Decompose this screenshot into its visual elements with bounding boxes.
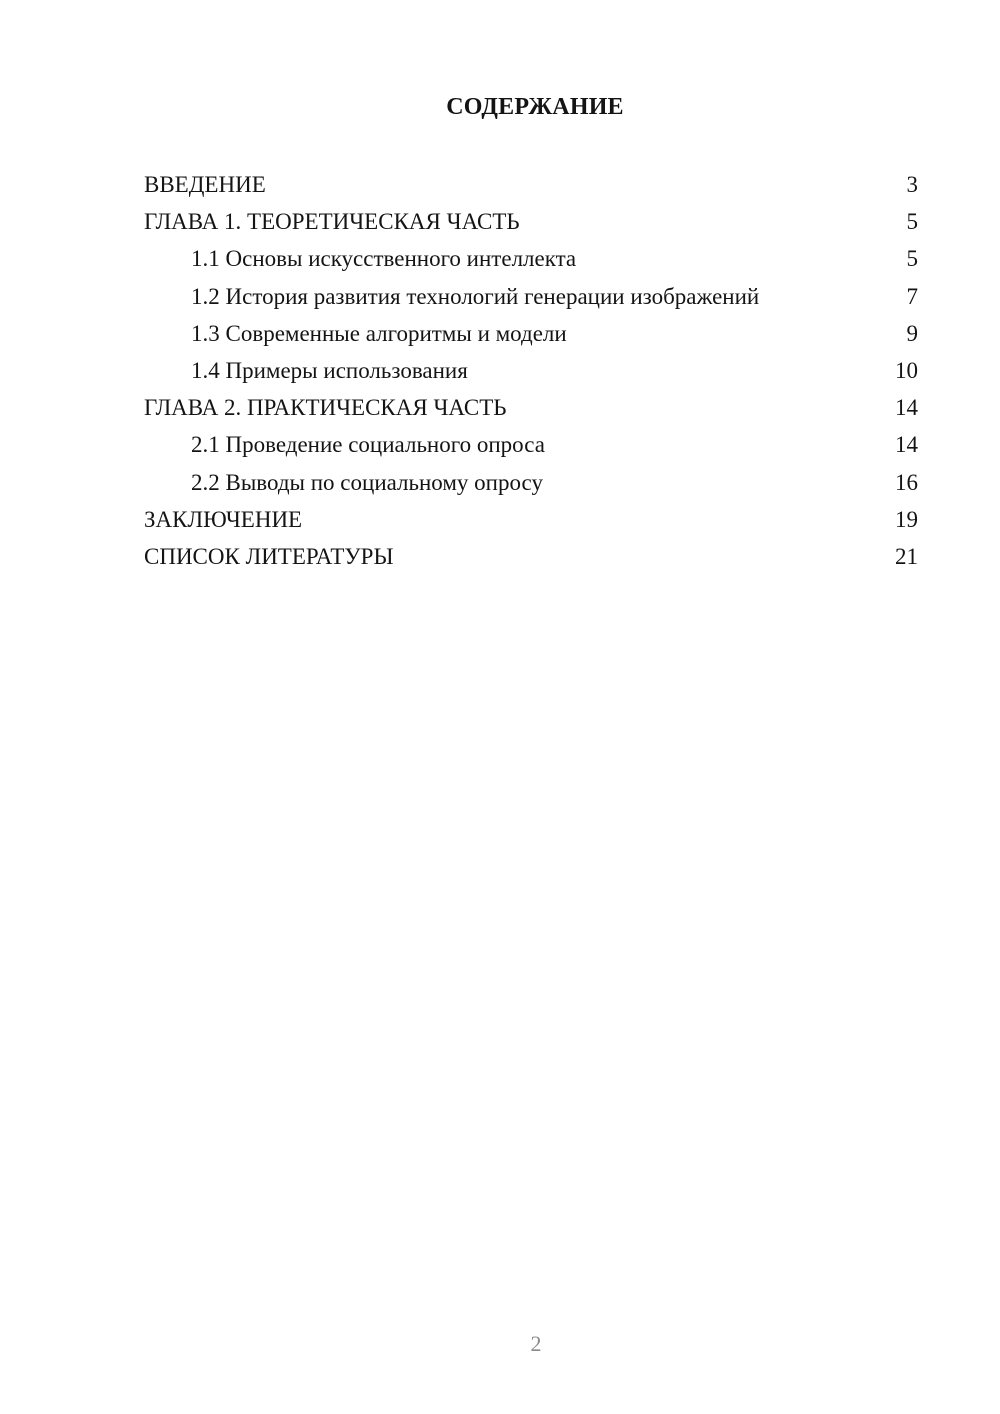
toc-entry-section-1-1[interactable] [144, 240, 918, 277]
toc-entry-page: 5 [906, 209, 918, 235]
toc-entry-page: 14 [895, 395, 918, 421]
toc-entry-page: 5 [906, 246, 918, 272]
toc-entry-label: ВВЕДЕНИЕ [144, 172, 266, 197]
toc-entry-references[interactable] [144, 538, 918, 575]
toc-entry-introduction[interactable] [144, 166, 918, 203]
toc-entry-label: ГЛАВА 2. ПРАКТИЧЕСКАЯ ЧАСТЬ [144, 395, 507, 421]
toc-entry-page: 9 [906, 320, 918, 346]
toc-entry-chapter-1[interactable] [144, 203, 918, 240]
toc-entry-label: 1.2 История развития технологий генерации изображений [191, 283, 760, 309]
toc-entry-section-2-2[interactable] [144, 464, 918, 501]
toc-entry-label: СПИСОК ЛИТЕРАТУРЫ [144, 543, 394, 569]
toc-entry-section-1-4[interactable] [144, 352, 918, 389]
toc-entry-page: 16 [895, 469, 918, 495]
toc-entry-page: 21 [895, 543, 918, 569]
toc-title: СОДЕРЖАНИЕ [446, 94, 624, 120]
table-of-contents [144, 166, 918, 575]
toc-entry-label: ЗАКЛЮЧЕНИЕ [144, 506, 303, 532]
toc-entry-section-2-1[interactable] [144, 426, 918, 463]
toc-entry-chapter-2[interactable] [144, 389, 918, 426]
toc-entry-label: 1.1 Основы искусственного интеллекта [191, 246, 577, 272]
toc-entry-page: 10 [895, 357, 918, 383]
toc-entry-page: 3 [906, 172, 918, 197]
page-number: 2 [530, 1331, 542, 1356]
toc-entry-label: ГЛАВА 1. ТЕОРЕТИЧЕСКАЯ ЧАСТЬ [144, 209, 520, 235]
toc-entry-page: 19 [895, 506, 918, 532]
toc-entry-section-1-3[interactable] [144, 315, 918, 352]
toc-entry-section-1-2[interactable] [144, 278, 918, 315]
toc-entry-label: 2.1 Проведение социального опроса [191, 432, 545, 458]
toc-entry-label: 1.4 Примеры использования [191, 357, 468, 383]
toc-entry-conclusion[interactable] [144, 501, 918, 538]
toc-entry-label: 2.2 Выводы по социальному опросу [191, 469, 543, 495]
toc-entry-label: 1.3 Современные алгоритмы и модели [191, 320, 567, 346]
toc-entry-page: 7 [906, 283, 918, 309]
toc-entry-page: 14 [895, 432, 918, 458]
